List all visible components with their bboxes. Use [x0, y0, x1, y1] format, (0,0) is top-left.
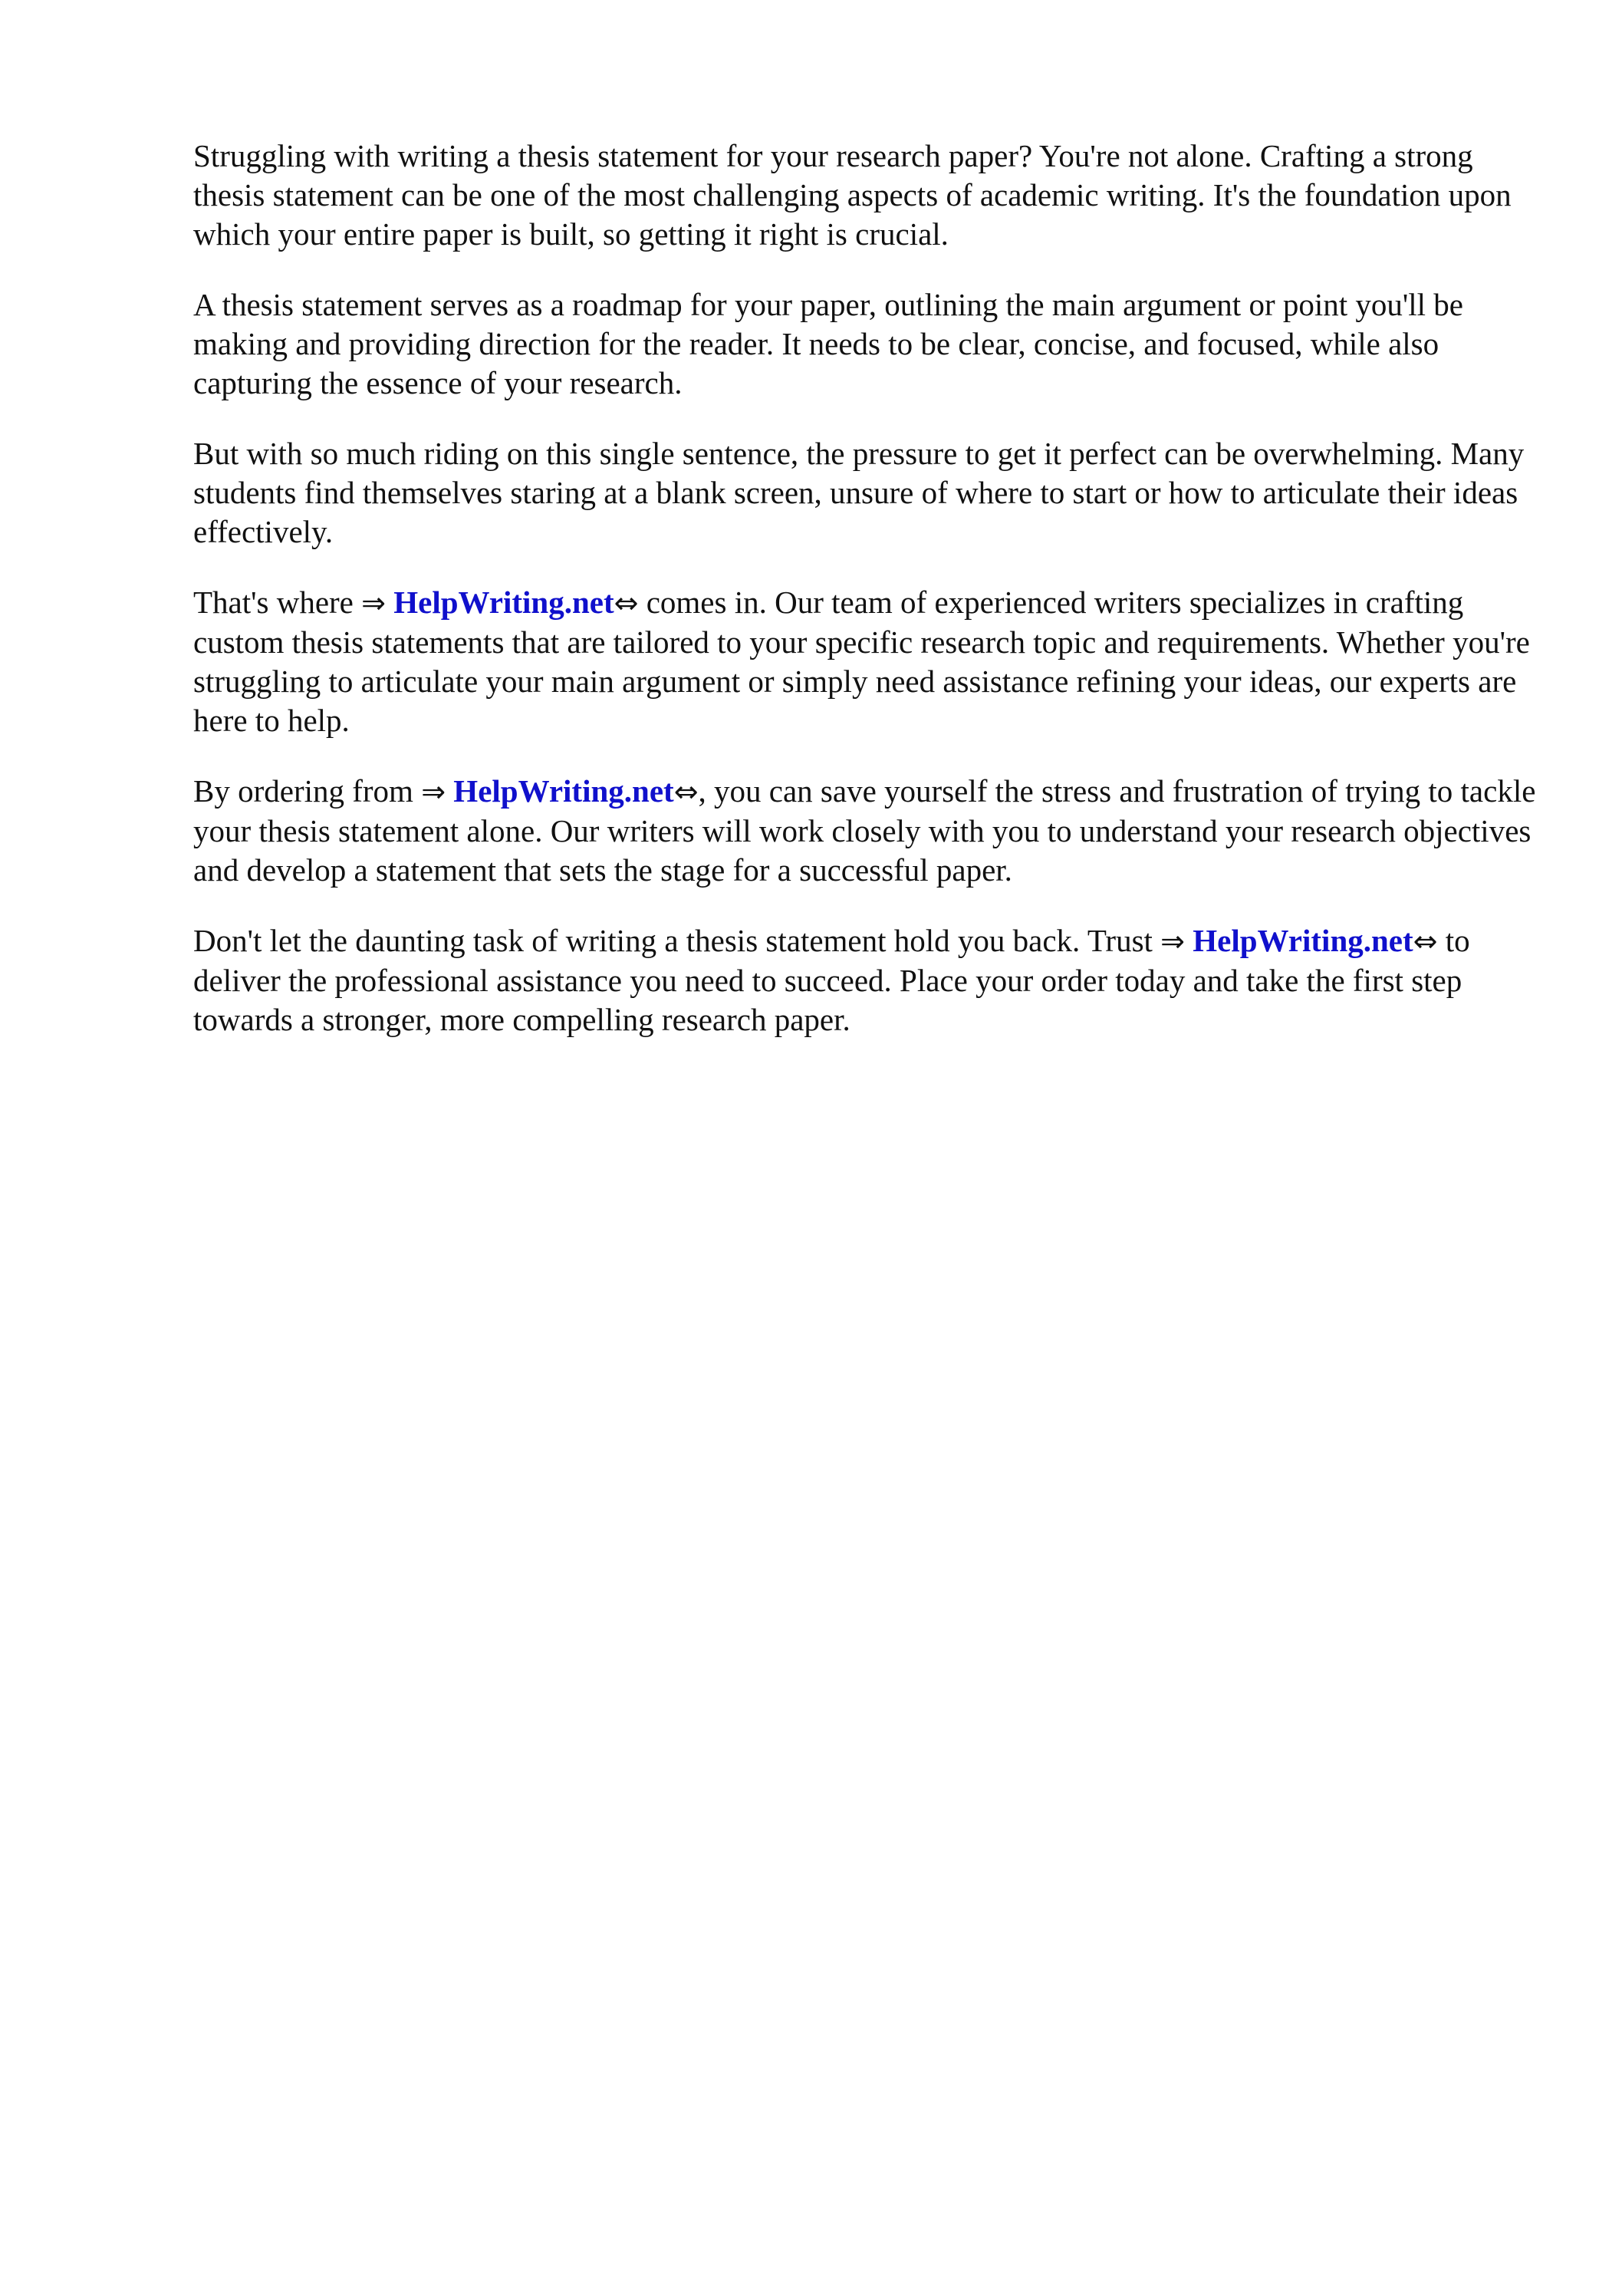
right-double-arrow-icon: ⇒ — [1160, 924, 1186, 958]
right-double-arrow-icon: ⇒ — [421, 775, 446, 809]
paragraph-intro: Struggling with writing a thesis statement for your research paper? You're not alone. Crafting a strong thesis statement can be one of the most challenging aspects of academic writing. It's the foundation upon which your entire paper is built, so getting it right is crucial. — [193, 138, 1512, 252]
paragraph-call-to-action — [193, 921, 1537, 1039]
paragraph-text-after: comes in. Our team of experienced writers specializes in crafting custom thesis statements that are tailored to your specific research topic and requirements. Whether you're struggling to articulate your main argument or simply need assistance refining your ideas, our experts are here to help. — [193, 585, 1530, 738]
document-body — [193, 137, 1537, 1071]
helpwriting-link[interactable]: HelpWriting.net — [393, 585, 614, 620]
paragraph-text-before: Don't let the daunting task of writing a thesis statement hold you back. Trust — [193, 923, 1161, 958]
paragraph-ordering — [193, 772, 1537, 890]
helpwriting-link[interactable]: HelpWriting.net — [453, 773, 674, 809]
left-right-double-arrow-icon: ⇔ — [1413, 924, 1438, 958]
left-right-double-arrow-icon: ⇔ — [614, 586, 639, 620]
paragraph-pressure: But with so much riding on this single sentence, the pressure to get it perfect can be overwhelming. Many students find themselves staring at a blank screen, unsure of where to start or how to articulate their ideas effectively. — [193, 436, 1525, 549]
paragraph-text-before: That's where — [193, 585, 362, 620]
paragraph-text-after: to deliver the professional assistance you need to succeed. Place your order today and take the first step towards a stronger, more compelling research paper. — [193, 923, 1470, 1037]
helpwriting-link[interactable]: HelpWriting.net — [1193, 923, 1413, 958]
paragraph-text-before: By ordering from — [193, 773, 422, 809]
paragraph-roadmap: A thesis statement serves as a roadmap for your paper, outlining the main argument or point you'll be making and providing direction for the reader. It needs to be clear, concise, and focused, while also capturing the essence of your research. — [193, 287, 1463, 400]
right-double-arrow-icon: ⇒ — [361, 586, 386, 620]
paragraph-text-after: , you can save yourself the stress and frustration of trying to tackle your thesis statement alone. Our writers will work closely with you to understand your research objectives and develop a statement that sets the stage for a successful paper. — [193, 773, 1536, 888]
left-right-double-arrow-icon: ⇔ — [673, 775, 699, 809]
paragraph-helpwriting-intro — [193, 583, 1537, 740]
